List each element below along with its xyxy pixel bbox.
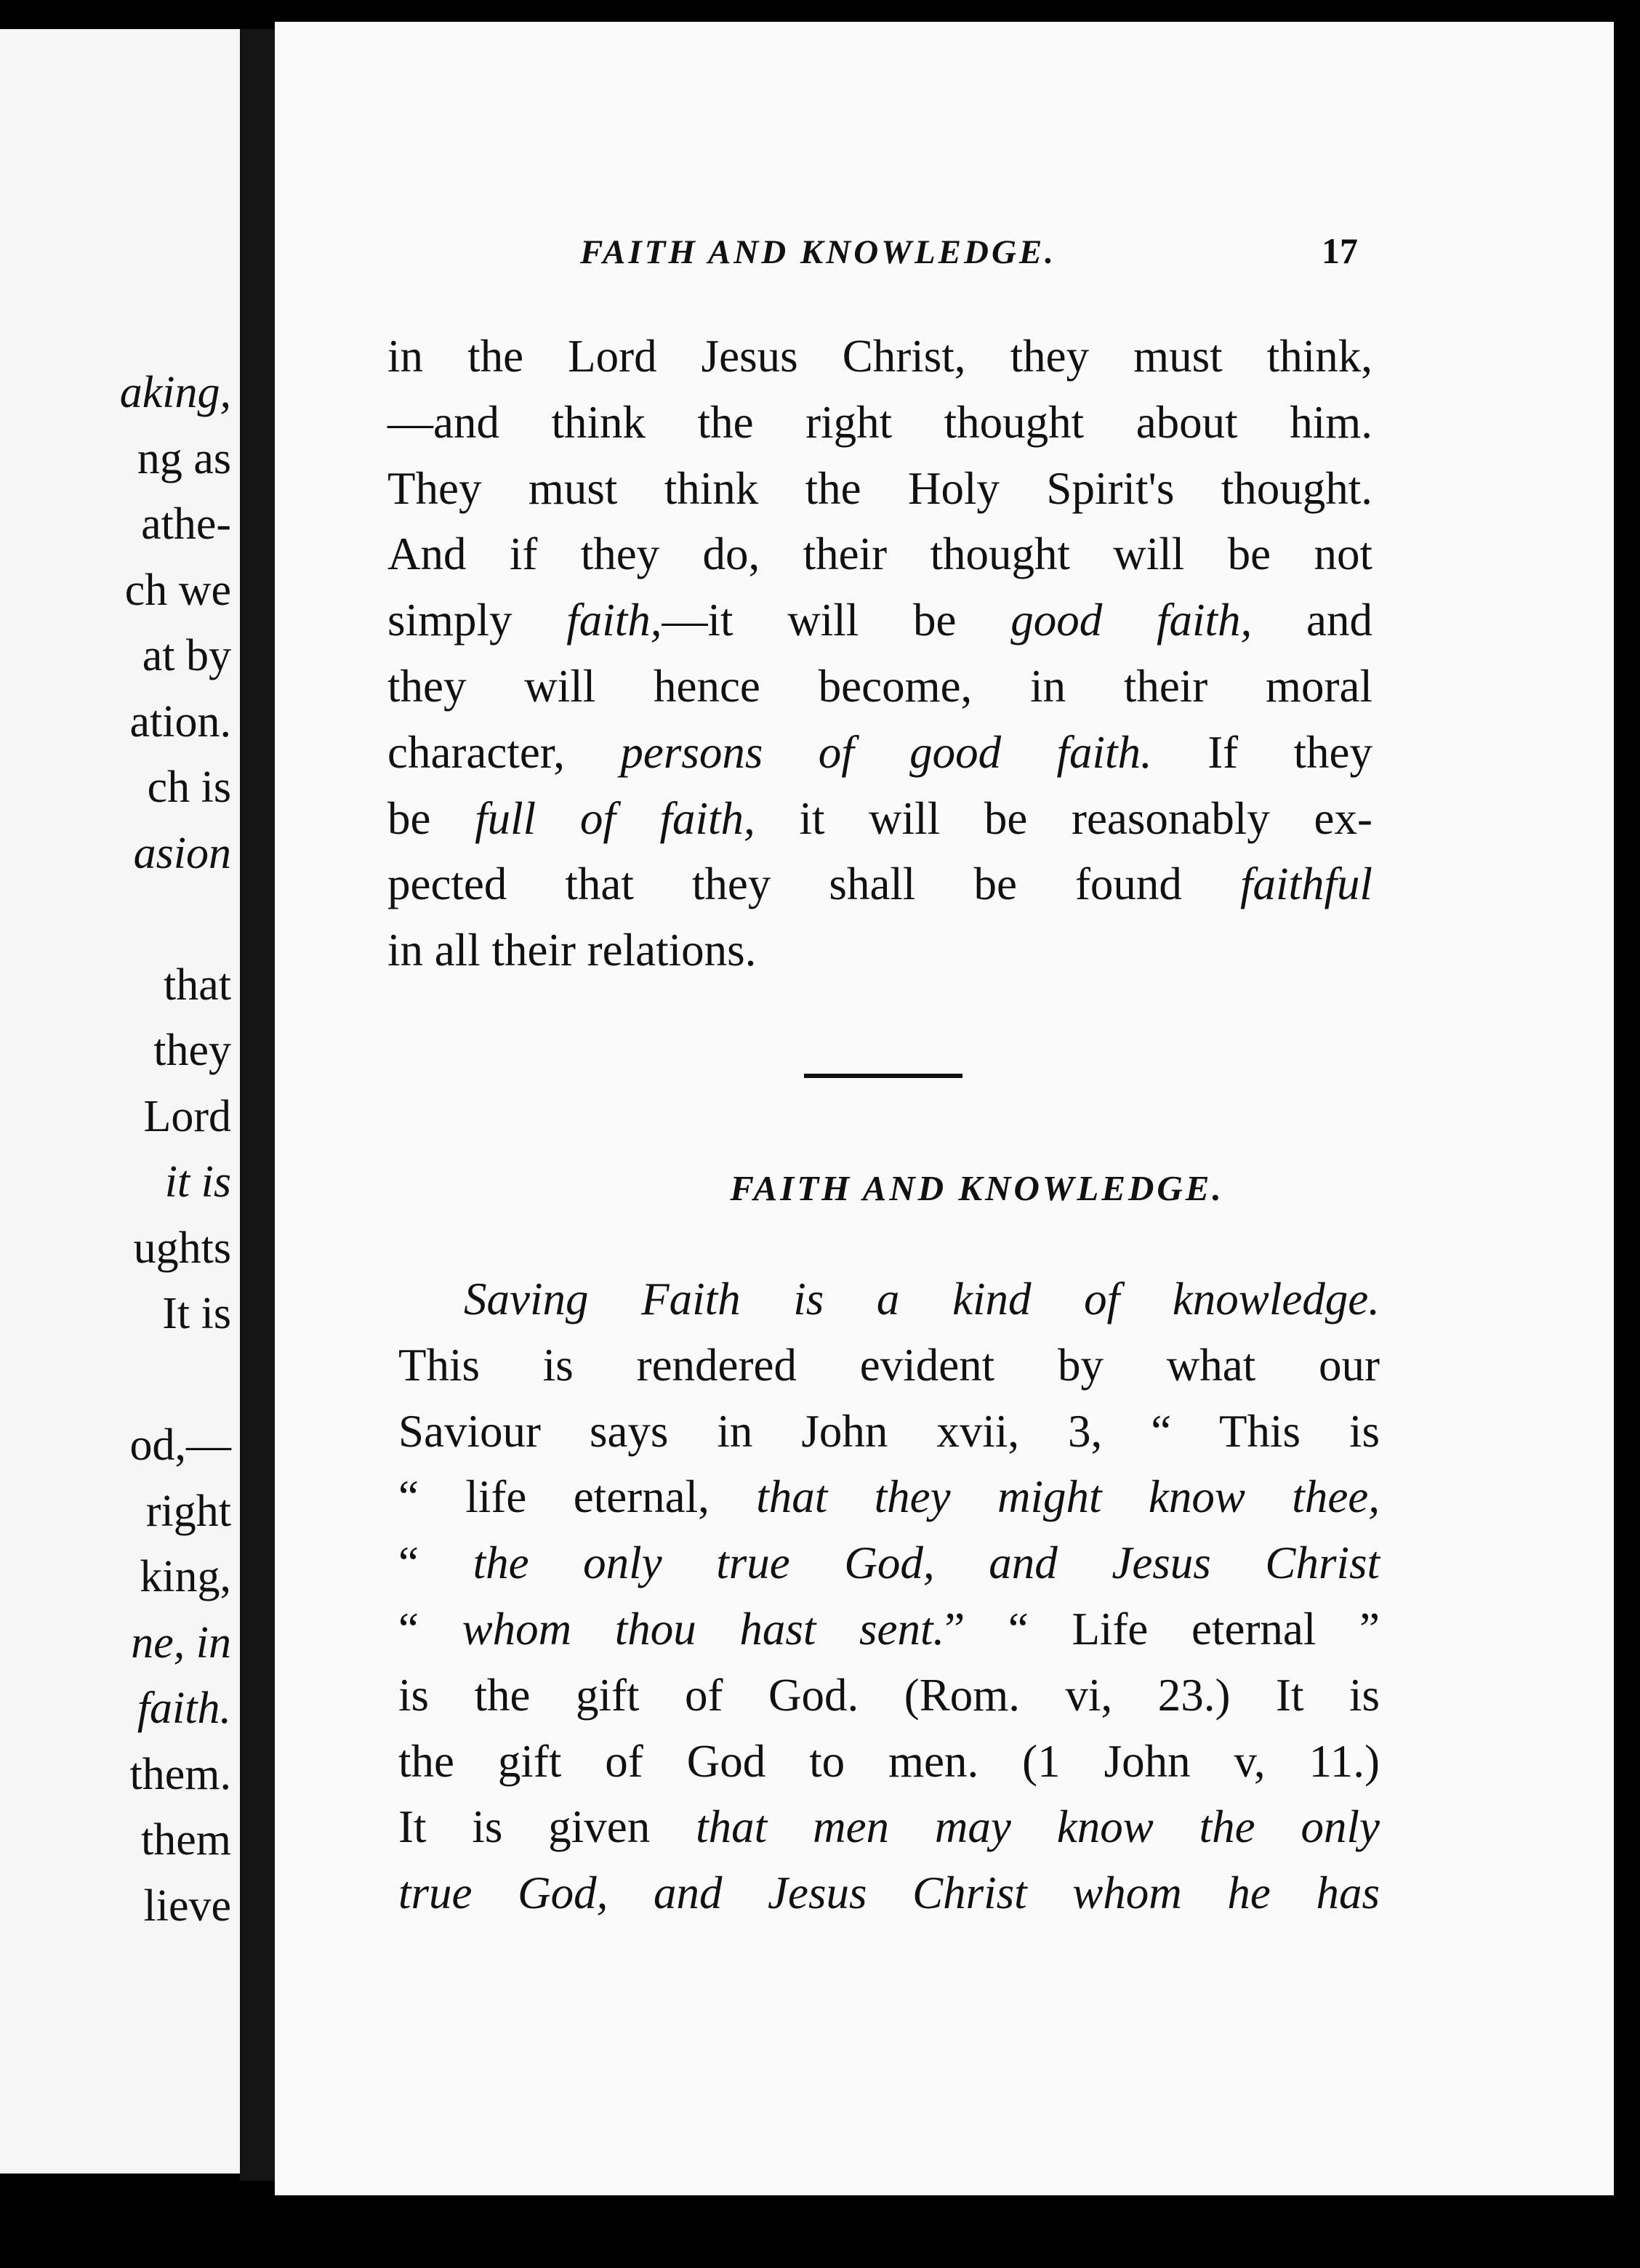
- previous-page-line: ch is: [147, 763, 231, 812]
- text-run: Saviour says in John xvii, 3, “ This is: [398, 1405, 1380, 1457]
- text-run: in the Lord Jesus Christ, they must think,: [387, 331, 1372, 382]
- text-run: be: [387, 792, 475, 844]
- previous-page-line: ation.: [129, 696, 231, 747]
- text-line: [398, 1794, 1380, 1859]
- text-run: “: [398, 1604, 462, 1654]
- text-line: [398, 1266, 1380, 1332]
- text-line: [387, 851, 1372, 917]
- italic-phrase: faith,: [566, 595, 662, 646]
- text-line: [387, 786, 1372, 851]
- previous-page-line: at by: [142, 631, 231, 680]
- previous-page-line: ch we: [124, 565, 231, 615]
- text-line: [398, 1530, 1380, 1596]
- text-line: [398, 1399, 1380, 1464]
- text-line: [398, 1332, 1380, 1398]
- previous-page-line: asion: [133, 828, 231, 878]
- previous-page-line: ughts: [133, 1223, 231, 1273]
- previous-page-line: them: [141, 1815, 231, 1865]
- previous-page-line: king,: [140, 1552, 231, 1601]
- text-run: ” “ Life eternal ”: [944, 1604, 1380, 1654]
- text-line: [387, 456, 1372, 521]
- italic-phrase: that they might know thee,: [756, 1471, 1380, 1523]
- text-line: [387, 587, 1372, 653]
- previous-page-line: ng as: [137, 433, 231, 483]
- text-line: [387, 654, 1372, 719]
- italic-phrase: Saving Faith is a kind of knowledge.: [464, 1274, 1380, 1324]
- text-run: And if they do, their thought will be not: [387, 528, 1372, 580]
- text-run: —and think the right thought about him.: [387, 396, 1372, 448]
- previous-page-line: right: [145, 1486, 231, 1536]
- previous-page-fragment: [0, 29, 240, 2174]
- section-heading: FAITH AND KNOWLEDGE.: [730, 1168, 1224, 1208]
- text-run: simply: [387, 595, 567, 646]
- previous-page-line: that: [164, 960, 231, 1010]
- text-run: It is given: [398, 1801, 696, 1853]
- previous-page-line: It is: [162, 1289, 231, 1338]
- text-run: “: [398, 1537, 473, 1589]
- italic-phrase: full of faith,: [475, 792, 755, 844]
- running-head: FAITH AND KNOWLEDGE.: [580, 233, 1056, 271]
- previous-page-line: they: [153, 1026, 231, 1075]
- book-gutter: [240, 29, 276, 2181]
- text-run: and: [1252, 595, 1372, 646]
- previous-page-line: faith.: [137, 1684, 231, 1733]
- text-line: [387, 720, 1372, 785]
- text-run: —it will be: [662, 595, 1011, 646]
- text-line: [387, 917, 1372, 983]
- italic-phrase: persons of good faith.: [620, 726, 1152, 778]
- previous-page-line: them.: [129, 1749, 231, 1799]
- previous-page-line: Lord: [143, 1091, 231, 1141]
- previous-page-line: it is: [164, 1157, 231, 1207]
- previous-page-line: aking,: [119, 368, 231, 417]
- previous-page-line: ne, in: [131, 1617, 231, 1668]
- text-run: character,: [387, 726, 621, 778]
- text-run: If they: [1151, 726, 1372, 778]
- previous-page-line: od,—: [129, 1420, 231, 1470]
- text-run: “ life eternal,: [398, 1471, 757, 1523]
- text-line: [398, 1596, 1380, 1662]
- text-run: They must think the Holy Spirit's thought.: [387, 462, 1372, 514]
- page-number: 17: [1322, 230, 1358, 271]
- italic-phrase: faithful: [1239, 858, 1372, 910]
- text-run: pected that they shall be found: [387, 858, 1240, 910]
- italic-phrase: the only true God, and Jesus Christ: [473, 1537, 1380, 1589]
- previous-page-line: lieve: [143, 1881, 231, 1931]
- text-line: [387, 521, 1372, 587]
- text-line: [398, 1662, 1380, 1728]
- section-divider-rule: [804, 1074, 962, 1078]
- italic-phrase: whom thou hast sent.: [462, 1604, 945, 1654]
- current-page: [275, 22, 1614, 2195]
- previous-page-line: athe-: [141, 499, 231, 549]
- text-run: in all their relations.: [387, 925, 757, 976]
- text-run: they will hence become, in their moral: [387, 661, 1372, 712]
- text-line: [387, 323, 1372, 389]
- text-run: it will be reasonably ex-: [755, 792, 1373, 844]
- text-run: is the gift of God. (Rom. vi, 23.) It is: [398, 1669, 1380, 1721]
- text-line: [387, 390, 1372, 455]
- italic-phrase: that men may know the only: [696, 1801, 1380, 1853]
- text-run: This is rendered evident by what our: [398, 1339, 1380, 1391]
- italic-phrase: true God, and Jesus Christ whom he has: [398, 1867, 1380, 1919]
- text-line: [398, 1729, 1380, 1794]
- text-line: [398, 1464, 1380, 1529]
- text-line: [398, 1860, 1380, 1926]
- text-run: the gift of God to men. (1 John v, 11.): [398, 1735, 1380, 1787]
- italic-phrase: good faith,: [1010, 595, 1253, 646]
